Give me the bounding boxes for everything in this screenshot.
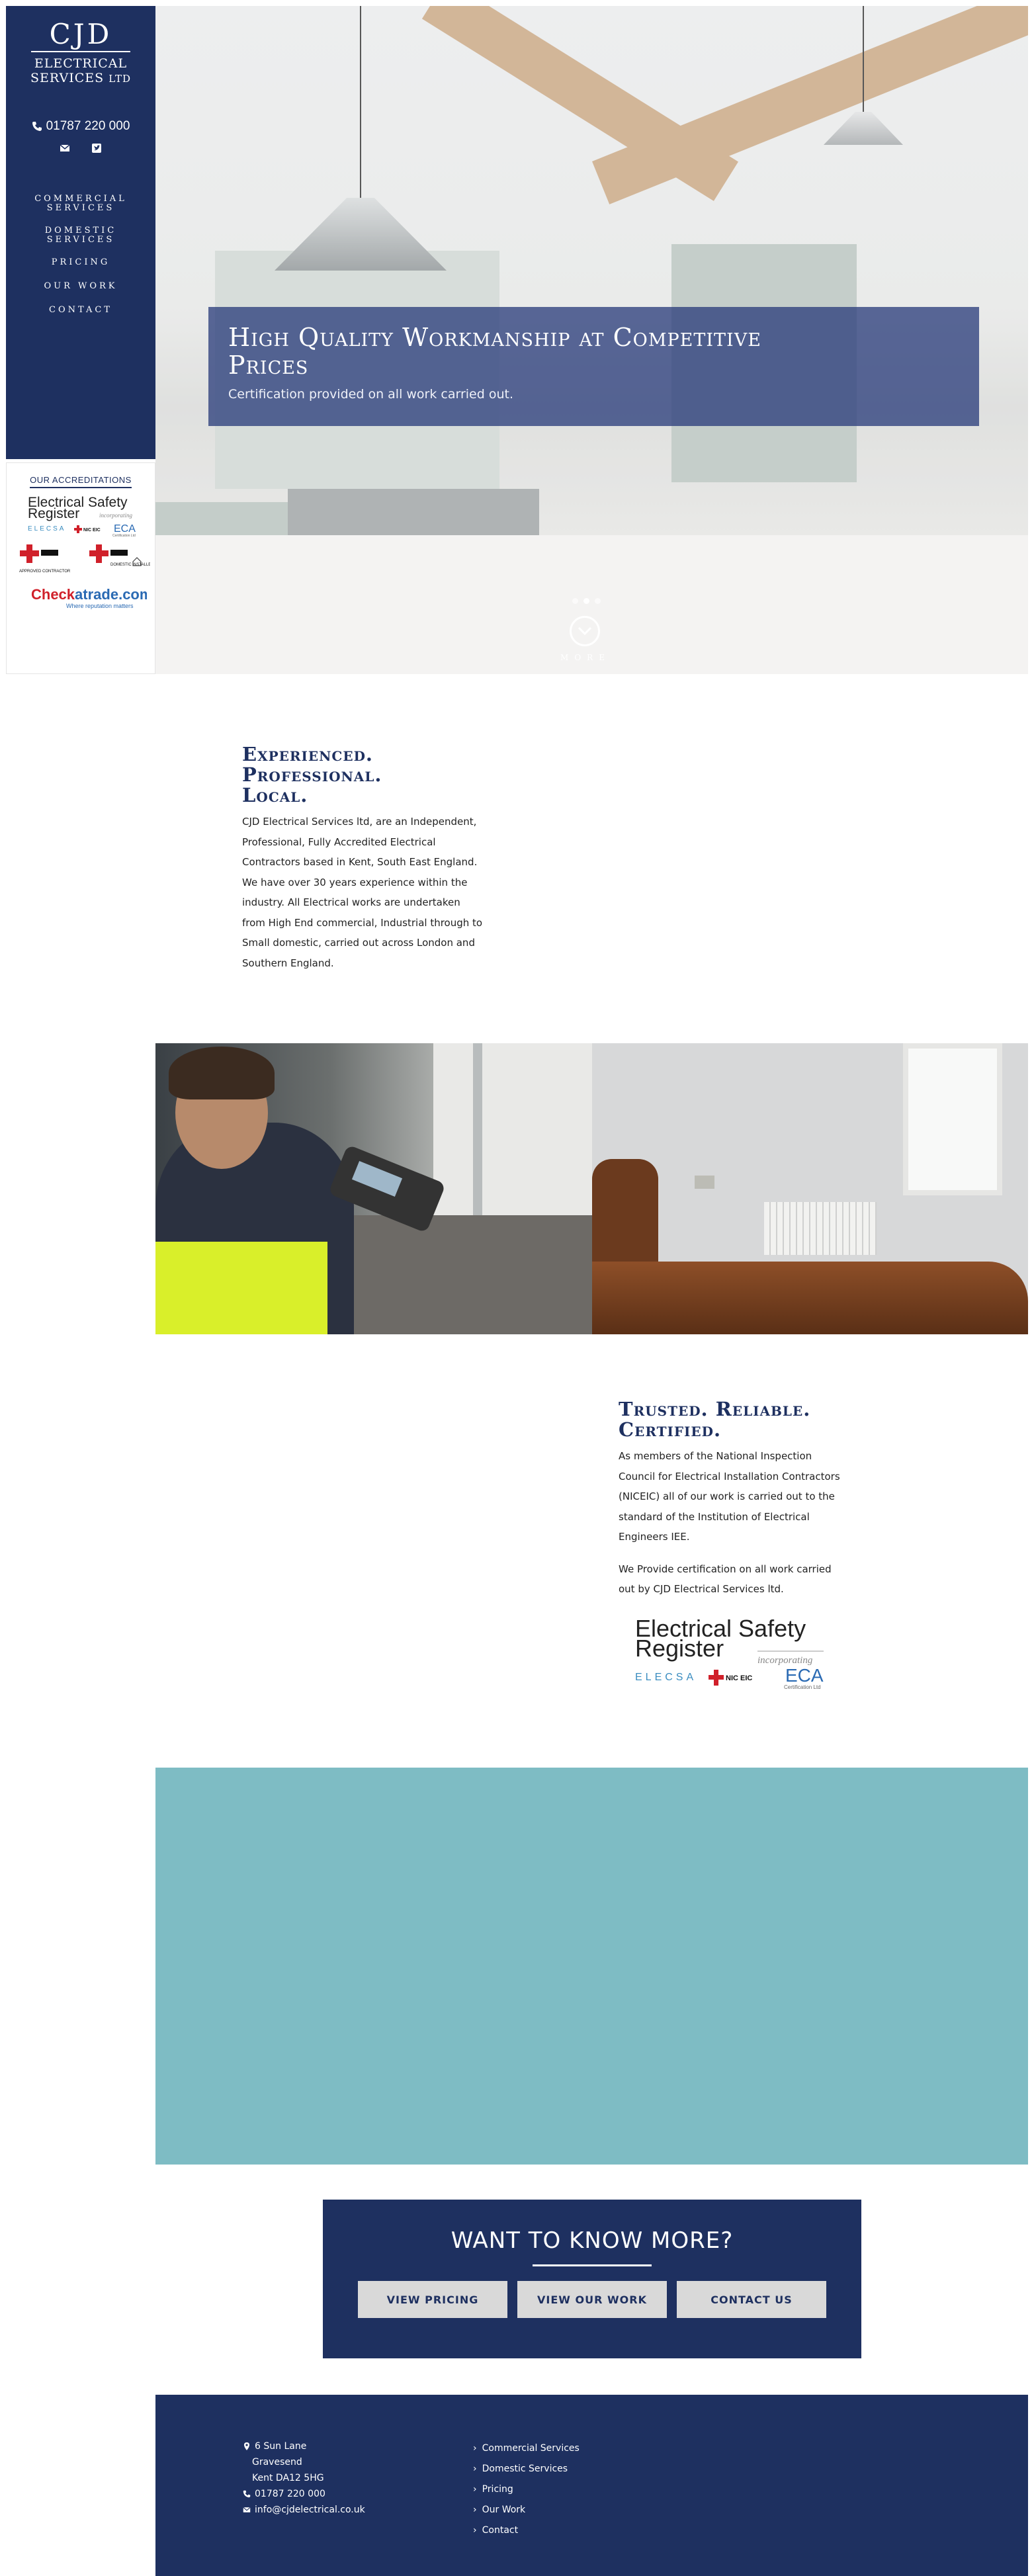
accreditations-title: OUR ACCREDITATIONS (30, 475, 132, 488)
heading-line: Experienced. (242, 743, 374, 765)
map-marker-icon (243, 2442, 251, 2450)
cta-buttons (323, 2281, 861, 2318)
nav-label: DOMESTIC (44, 226, 117, 236)
nav-label: SERVICES (46, 235, 115, 245)
sidebar (6, 6, 155, 674)
nic-text: NIC EIC (83, 528, 101, 533)
footer-links (473, 2438, 580, 2541)
nav-contact[interactable]: CONTACT (49, 305, 112, 315)
body-line: from High End commercial, Industrial through to (242, 916, 483, 929)
niceic-logo (74, 525, 101, 533)
hero-heading (228, 323, 959, 379)
twitter-icon[interactable] (91, 143, 102, 153)
body-line: standard of the Institution of Electrical (619, 1510, 810, 1523)
body-line: Engineers IEE. (619, 1531, 690, 1543)
social-links (6, 143, 155, 153)
footer-address-row (243, 2438, 365, 2454)
elecsa-large-text: ELECSA (635, 1671, 697, 1683)
section-experienced (242, 744, 494, 973)
chevron-right-icon: › (473, 2443, 477, 2454)
electrician-testing-photo (155, 1043, 592, 1334)
address-line-1: 6 Sun Lane (255, 2441, 307, 2452)
cta-rule (533, 2264, 652, 2266)
slider-dots (572, 598, 601, 604)
body-line: CJD Electrical Services ltd, are an Independent, (242, 816, 477, 828)
body-line: (NICEIC) all of our work is carried out to the (619, 1490, 835, 1502)
photo-strip (155, 1043, 1028, 1334)
esr-logo (15, 488, 147, 538)
footer-phone: 01787 220 000 (255, 2489, 325, 2499)
checkatrade-tagline: Where reputation matters (66, 603, 134, 609)
footer-link-commercial-services[interactable] (473, 2438, 580, 2459)
slider-dot[interactable] (572, 598, 578, 604)
logo-main-text: CJD (49, 18, 112, 50)
trusted-paragraph-1 (619, 1446, 857, 1547)
footer (155, 2395, 1028, 2576)
body-line: Professional, Fully Accredited Electrical (242, 836, 436, 848)
hair (169, 1047, 275, 1099)
nav-pricing[interactable]: PRICING (51, 257, 110, 267)
nav-our-work[interactable]: OUR WORK (44, 281, 118, 291)
chevron-right-icon: › (473, 2525, 477, 2536)
footer-phone-row[interactable] (243, 2486, 365, 2502)
envelope-icon[interactable] (60, 143, 70, 153)
footer-link-our-work[interactable] (473, 2500, 580, 2520)
heading-line: Professional. (242, 763, 382, 786)
body-line: Contractors based in Kent, South East England. (242, 856, 478, 868)
trusted-body (619, 1446, 857, 1600)
esr-line-1: Electrical Safety (28, 495, 128, 510)
body-line: out by CJD Electrical Services ltd. (619, 1583, 784, 1595)
nav-commercial-services[interactable] (6, 194, 155, 213)
contact-us-button[interactable]: CONTACT US (677, 2281, 826, 2318)
chevron-right-icon: › (473, 2484, 477, 2495)
eca-sub-text: Certification Ltd (112, 534, 136, 538)
chevron-right-icon: › (473, 2464, 477, 2474)
view-our-work-button[interactable]: VIEW OUR WORK (517, 2281, 667, 2318)
hero-caption (208, 307, 979, 426)
chevron-down-icon (578, 626, 592, 636)
experienced-heading (242, 744, 494, 806)
footer-email: info@cjdelectrical.co.uk (255, 2505, 365, 2515)
radiator (764, 1202, 877, 1255)
logo-line-1: ELECTRICAL (34, 56, 128, 71)
eca-large-sub: Certification Ltd (784, 1684, 821, 1690)
map-embed[interactable] (155, 1768, 1028, 2165)
switch (695, 1176, 714, 1189)
hero-heading-line-2: Prices (228, 351, 309, 380)
footer-link-label: Contact (482, 2525, 519, 2536)
section-trusted (619, 1399, 857, 1694)
accreditations-panel (6, 462, 155, 674)
main-nav (6, 194, 155, 315)
window (903, 1043, 1002, 1195)
footer-link-domestic-services[interactable] (473, 2459, 580, 2479)
checkatrade-logo (15, 583, 147, 616)
esr-large-logo (632, 1611, 843, 1691)
phone-icon (32, 121, 42, 132)
bedroom-photo (592, 1043, 1029, 1334)
heading-line: Certified. (619, 1418, 722, 1441)
checkatrade-rest: atrade.com (75, 586, 147, 603)
esr-large-incorporating: incorporating (757, 1654, 813, 1666)
footer-link-pricing[interactable] (473, 2479, 580, 2500)
footer-link-label: Our Work (482, 2505, 526, 2515)
domestic-installer-text: DOMESTIC INSTALLER (110, 563, 150, 567)
body-line: Southern England. (242, 957, 334, 969)
chevron-right-icon: › (473, 2505, 477, 2515)
nav-label: SERVICES (46, 203, 115, 213)
experienced-body (242, 812, 494, 973)
body-line: Council for Electrical Installation Contractors (619, 1470, 840, 1482)
address-line-3: Kent DA12 5HG (252, 2473, 324, 2483)
heading-line: Local. (242, 784, 308, 806)
checkatrade-check: Check (31, 586, 75, 603)
eca-large-text: ECA (785, 1664, 824, 1686)
body-line: We Provide certification on all work carried (619, 1563, 832, 1575)
trusted-heading (619, 1399, 857, 1440)
slider-dot[interactable] (583, 598, 589, 604)
footer-link-label: Domestic Services (482, 2464, 568, 2474)
nav-label: COMMERCIAL (34, 194, 127, 204)
hero-heading-line-1: High Quality Workmanship at Competitive (228, 323, 761, 352)
logo-suffix: LTD (108, 73, 131, 85)
heading-line: Trusted. Reliable. (619, 1398, 811, 1420)
hero-slider[interactable] (155, 6, 1028, 674)
sidebar-nav-panel (6, 6, 155, 459)
view-pricing-button[interactable]: VIEW PRICING (358, 2281, 507, 2318)
site-logo[interactable] (6, 6, 155, 86)
approved-contractor-text: APPROVED CONTRACTOR (19, 570, 71, 574)
envelope-icon (243, 2506, 251, 2514)
address-line-2: Gravesend (252, 2457, 302, 2468)
cta-title: WANT TO KNOW MORE? (451, 2227, 734, 2254)
body-line: industry. All Electrical works are undertaken (242, 896, 460, 908)
esr-incorporating: incorporating (99, 512, 133, 519)
body-line: Small domestic, carried out across London and (242, 937, 475, 949)
footer-email-row[interactable] (243, 2502, 365, 2518)
logo-services: SERVICES (30, 71, 105, 85)
esr-line-2: Register (28, 506, 80, 521)
scroll-more-button[interactable] (570, 616, 600, 646)
footer-link-contact[interactable] (473, 2520, 580, 2541)
footer-link-label: Pricing (482, 2484, 513, 2495)
esr-large-line-2: Register (635, 1634, 724, 1662)
slider-dot[interactable] (595, 598, 601, 604)
svg-text:Checkatrade.com (31, 586, 147, 603)
bed-footboard (592, 1262, 1028, 1334)
elecsa-text: ELECSA (28, 525, 66, 533)
footer-address (243, 2438, 365, 2518)
trusted-paragraph-2 (619, 1559, 857, 1600)
niceic-badges (11, 540, 150, 580)
cta-panel (323, 2200, 861, 2358)
body-line: We have over 30 years experience within the (242, 876, 468, 888)
logo-rule (31, 51, 130, 52)
body-line: As members of the National Inspection (619, 1450, 812, 1462)
eca-text: ECA (114, 523, 136, 535)
sidebar-phone-number: 01787 220 000 (46, 119, 130, 133)
esr-large-line-1: Electrical Safety (635, 1614, 806, 1642)
nav-domestic-services[interactable] (6, 226, 155, 245)
logo-line-2 (6, 71, 155, 86)
hi-vis-vest (155, 1242, 327, 1334)
hero-subheading: Certification provided on all work carried out. (228, 387, 514, 402)
footer-link-label: Commercial Services (482, 2443, 580, 2454)
phone-icon (243, 2490, 251, 2498)
sidebar-phone[interactable] (6, 119, 155, 134)
nic-large-text: NIC EIC (726, 1674, 753, 1682)
niceic-large-logo (709, 1670, 752, 1686)
more-label[interactable]: MORE (560, 653, 611, 662)
